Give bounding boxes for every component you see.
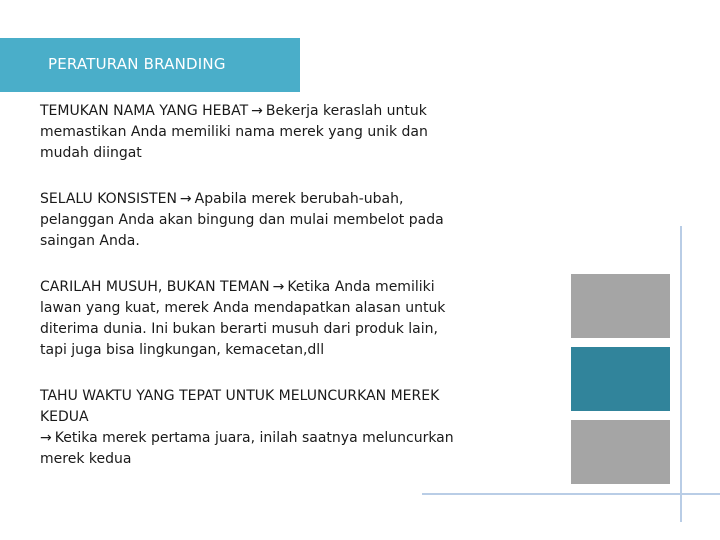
rule-4-heading-line-1: TAHU WAKTU YANG TEPAT UNTUK MELUNCURKAN MEREK [40,388,440,404]
rule-4 [40,386,490,470]
rule-1-line-1 [40,101,490,122]
rule-4-text: Ketika merek pertama juara, inilah saatnya meluncurkan [54,430,454,446]
rule-1-text: Bekerja keraslah untuk [265,103,427,119]
rule-2-line-1 [40,189,490,210]
rule-2-line-3: saingan Anda. [40,233,140,249]
rule-3-line-2: lawan yang kuat, merek Anda mendapatkan alasan untuk [40,300,446,316]
slide-title: PERATURAN BRANDING [48,55,226,73]
vertical-guide-line [680,226,682,522]
gray-square-bottom [571,420,670,484]
rule-4-heading-line-2: KEDUA [40,409,89,425]
rule-2 [40,189,490,252]
rule-3-line-1 [40,277,490,298]
rule-3 [40,277,490,361]
horizontal-guide-line [422,493,720,495]
rule-1-heading: TEMUKAN NAMA YANG HEBAT [40,103,249,119]
rule-1-line-2: memastikan Anda memiliki nama merek yang unik dan [40,124,428,140]
gray-square-top [571,274,670,338]
rule-4-line-4: merek kedua [40,451,132,467]
rule-3-line-3: diterima dunia. Ini bukan berarti musuh dari produk lain, [40,321,438,337]
rule-3-text: Ketika Anda memiliki [287,279,435,295]
rule-1 [40,101,490,164]
rule-2-heading: SELALU KONSISTEN [40,191,177,207]
rule-3-heading: CARILAH MUSUH, BUKAN TEMAN [40,279,270,295]
rule-4-line-3 [40,428,490,449]
arrow-right-icon: → [251,103,263,119]
arrow-right-icon: → [40,430,52,446]
teal-square-middle [571,347,670,411]
rules-content [40,101,490,495]
rule-2-text: Apabila merek berubah-ubah, [194,191,404,207]
arrow-right-icon: → [272,279,285,295]
arrow-right-icon: → [179,191,192,207]
rule-2-line-2: pelanggan Anda akan bingung dan mulai membelot pada [40,212,444,228]
rule-1-line-3: mudah diingat [40,145,142,161]
rule-3-line-4: tapi juga bisa lingkungan, kemacetan,dll [40,342,325,358]
